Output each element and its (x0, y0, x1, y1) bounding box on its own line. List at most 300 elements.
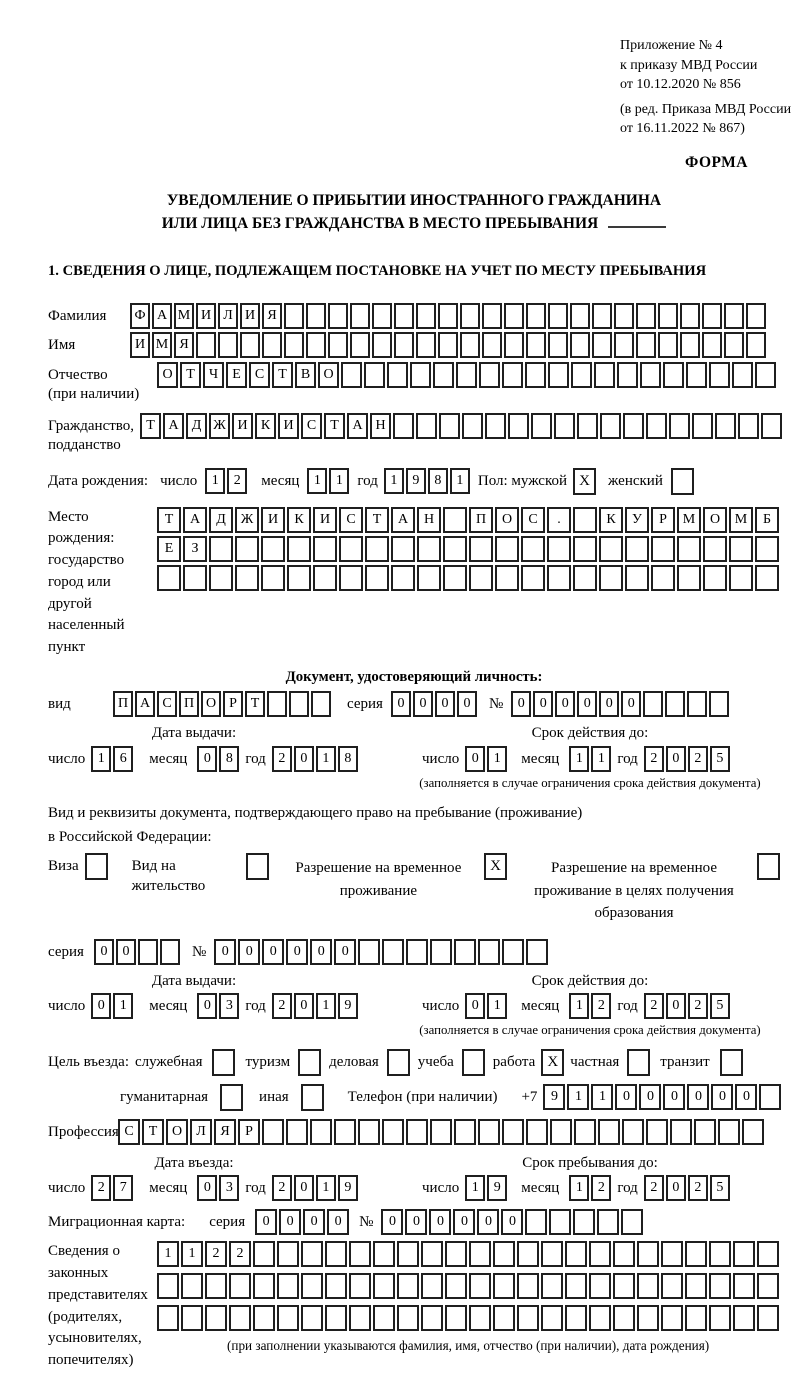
char-cell[interactable]: 9 (406, 468, 426, 494)
char-cell[interactable]: 0 (262, 939, 284, 965)
purpose-other-checkbox[interactable] (301, 1084, 324, 1111)
char-cell[interactable] (349, 1273, 371, 1299)
char-cell[interactable] (421, 1273, 443, 1299)
char-cell[interactable]: 1 (569, 1175, 589, 1201)
char-cell[interactable] (547, 536, 571, 562)
char-cell[interactable] (709, 1273, 731, 1299)
char-cell[interactable]: 0 (303, 1209, 325, 1235)
char-cell[interactable] (565, 1305, 587, 1331)
char-cell[interactable] (289, 691, 309, 717)
char-cell[interactable] (267, 691, 287, 717)
char-cell[interactable] (261, 565, 285, 591)
char-cell[interactable] (548, 303, 568, 329)
char-cell[interactable] (301, 1273, 323, 1299)
char-cell[interactable] (622, 1119, 644, 1145)
char-cell[interactable] (526, 1119, 548, 1145)
char-cell[interactable] (253, 1241, 275, 1267)
char-cell[interactable]: 1 (307, 468, 327, 494)
char-cell[interactable]: 1 (591, 746, 611, 772)
char-cell[interactable] (636, 332, 656, 358)
char-cell[interactable] (397, 1241, 419, 1267)
char-cell[interactable] (709, 691, 729, 717)
purpose-business-checkbox[interactable] (387, 1049, 410, 1076)
char-cell[interactable] (732, 362, 753, 388)
char-cell[interactable]: 8 (338, 746, 358, 772)
char-cell[interactable] (454, 1119, 476, 1145)
char-cell[interactable] (478, 1119, 500, 1145)
char-cell[interactable]: 0 (687, 1084, 709, 1110)
char-cell[interactable]: О (703, 507, 727, 533)
char-cell[interactable] (372, 303, 392, 329)
char-cell[interactable] (205, 1305, 227, 1331)
char-cell[interactable]: А (135, 691, 155, 717)
char-cell[interactable] (759, 1084, 781, 1110)
char-cell[interactable]: И (240, 303, 260, 329)
char-cell[interactable] (724, 303, 744, 329)
char-cell[interactable] (373, 1241, 395, 1267)
char-cell[interactable] (573, 536, 597, 562)
char-cell[interactable] (382, 1119, 404, 1145)
char-cell[interactable] (482, 303, 502, 329)
char-cell[interactable] (709, 1241, 731, 1267)
char-cell[interactable] (597, 1209, 619, 1235)
char-cell[interactable]: Т (272, 362, 293, 388)
char-cell[interactable]: Р (651, 507, 675, 533)
char-cell[interactable]: 1 (569, 993, 589, 1019)
char-cell[interactable]: П (469, 507, 493, 533)
char-cell[interactable] (658, 303, 678, 329)
char-cell[interactable]: 2 (272, 746, 292, 772)
char-cell[interactable]: 0 (435, 691, 455, 717)
char-cell[interactable] (460, 332, 480, 358)
char-cell[interactable] (502, 939, 524, 965)
char-cell[interactable] (724, 332, 744, 358)
char-cell[interactable] (525, 362, 546, 388)
char-cell[interactable]: 1 (113, 993, 133, 1019)
char-cell[interactable]: Т (142, 1119, 164, 1145)
char-cell[interactable] (284, 332, 304, 358)
char-cell[interactable]: Т (365, 507, 389, 533)
char-cell[interactable] (692, 413, 713, 439)
char-cell[interactable]: 5 (710, 993, 730, 1019)
char-cell[interactable] (565, 1273, 587, 1299)
char-cell[interactable] (742, 1119, 764, 1145)
char-cell[interactable]: Я (262, 303, 282, 329)
char-cell[interactable] (709, 362, 730, 388)
char-cell[interactable]: 0 (310, 939, 332, 965)
char-cell[interactable] (565, 1241, 587, 1267)
char-cell[interactable] (661, 1241, 683, 1267)
char-cell[interactable]: К (255, 413, 276, 439)
char-cell[interactable]: 5 (710, 1175, 730, 1201)
char-cell[interactable] (438, 332, 458, 358)
char-cell[interactable] (733, 1241, 755, 1267)
sex-male-checkbox[interactable]: X (573, 468, 596, 495)
char-cell[interactable] (573, 565, 597, 591)
purpose-transit-checkbox[interactable] (720, 1049, 743, 1076)
char-cell[interactable] (680, 332, 700, 358)
char-cell[interactable] (703, 565, 727, 591)
char-cell[interactable] (445, 1273, 467, 1299)
char-cell[interactable] (313, 565, 337, 591)
char-cell[interactable] (469, 565, 493, 591)
char-cell[interactable] (196, 332, 216, 358)
char-cell[interactable] (541, 1241, 563, 1267)
char-cell[interactable]: 2 (272, 993, 292, 1019)
char-cell[interactable] (339, 536, 363, 562)
char-cell[interactable]: 0 (666, 993, 686, 1019)
char-cell[interactable]: А (163, 413, 184, 439)
char-cell[interactable] (416, 413, 437, 439)
char-cell[interactable] (157, 1305, 179, 1331)
char-cell[interactable]: 2 (272, 1175, 292, 1201)
temp-residence-checkbox[interactable]: X (484, 853, 507, 880)
char-cell[interactable] (646, 1119, 668, 1145)
char-cell[interactable]: 1 (567, 1084, 589, 1110)
char-cell[interactable]: И (313, 507, 337, 533)
char-cell[interactable] (443, 565, 467, 591)
char-cell[interactable] (504, 332, 524, 358)
char-cell[interactable] (663, 362, 684, 388)
char-cell[interactable] (443, 536, 467, 562)
char-cell[interactable] (313, 536, 337, 562)
char-cell[interactable] (651, 565, 675, 591)
char-cell[interactable]: 2 (591, 1175, 611, 1201)
char-cell[interactable]: 0 (91, 993, 111, 1019)
char-cell[interactable]: С (118, 1119, 140, 1145)
char-cell[interactable]: 2 (591, 993, 611, 1019)
residence-permit-checkbox[interactable] (246, 853, 269, 880)
char-cell[interactable] (526, 303, 546, 329)
char-cell[interactable] (547, 565, 571, 591)
char-cell[interactable] (341, 362, 362, 388)
char-cell[interactable] (310, 1119, 332, 1145)
char-cell[interactable]: 0 (477, 1209, 499, 1235)
char-cell[interactable] (573, 507, 597, 533)
char-cell[interactable] (229, 1305, 251, 1331)
char-cell[interactable] (493, 1241, 515, 1267)
char-cell[interactable] (485, 413, 506, 439)
char-cell[interactable]: А (391, 507, 415, 533)
char-cell[interactable]: 2 (688, 993, 708, 1019)
char-cell[interactable] (284, 303, 304, 329)
char-cell[interactable]: 0 (255, 1209, 277, 1235)
char-cell[interactable] (517, 1305, 539, 1331)
char-cell[interactable]: 0 (666, 746, 686, 772)
char-cell[interactable] (613, 1305, 635, 1331)
char-cell[interactable] (462, 413, 483, 439)
char-cell[interactable]: Т (245, 691, 265, 717)
char-cell[interactable]: 0 (294, 746, 314, 772)
char-cell[interactable]: 0 (286, 939, 308, 965)
char-cell[interactable] (365, 536, 389, 562)
char-cell[interactable] (391, 565, 415, 591)
char-cell[interactable]: Р (223, 691, 243, 717)
char-cell[interactable] (570, 303, 590, 329)
char-cell[interactable] (541, 1273, 563, 1299)
char-cell[interactable] (493, 1305, 515, 1331)
char-cell[interactable]: 1 (487, 746, 507, 772)
char-cell[interactable]: Н (370, 413, 391, 439)
char-cell[interactable]: О (201, 691, 221, 717)
char-cell[interactable]: Я (214, 1119, 236, 1145)
char-cell[interactable] (636, 303, 656, 329)
char-cell[interactable] (454, 939, 476, 965)
char-cell[interactable]: 0 (465, 746, 485, 772)
char-cell[interactable] (669, 413, 690, 439)
char-cell[interactable] (218, 332, 238, 358)
char-cell[interactable] (746, 332, 766, 358)
char-cell[interactable] (643, 691, 663, 717)
char-cell[interactable]: И (278, 413, 299, 439)
char-cell[interactable] (373, 1273, 395, 1299)
char-cell[interactable] (421, 1305, 443, 1331)
char-cell[interactable]: 1 (487, 993, 507, 1019)
char-cell[interactable]: 0 (599, 691, 619, 717)
char-cell[interactable]: 8 (428, 468, 448, 494)
char-cell[interactable] (325, 1305, 347, 1331)
char-cell[interactable]: О (157, 362, 178, 388)
char-cell[interactable] (594, 362, 615, 388)
char-cell[interactable] (646, 413, 667, 439)
char-cell[interactable] (364, 362, 385, 388)
char-cell[interactable]: 9 (338, 1175, 358, 1201)
char-cell[interactable]: Н (417, 507, 441, 533)
char-cell[interactable]: М (729, 507, 753, 533)
char-cell[interactable]: 0 (294, 1175, 314, 1201)
char-cell[interactable]: 0 (294, 993, 314, 1019)
char-cell[interactable]: 0 (735, 1084, 757, 1110)
char-cell[interactable] (517, 1241, 539, 1267)
char-cell[interactable]: 1 (205, 468, 225, 494)
char-cell[interactable] (729, 536, 753, 562)
char-cell[interactable]: Ф (130, 303, 150, 329)
char-cell[interactable] (421, 1241, 443, 1267)
char-cell[interactable] (600, 413, 621, 439)
char-cell[interactable] (548, 332, 568, 358)
char-cell[interactable]: С (249, 362, 270, 388)
char-cell[interactable]: Е (157, 536, 181, 562)
char-cell[interactable] (235, 565, 259, 591)
char-cell[interactable] (550, 1119, 572, 1145)
char-cell[interactable]: 9 (338, 993, 358, 1019)
char-cell[interactable] (757, 1273, 779, 1299)
char-cell[interactable] (397, 1273, 419, 1299)
char-cell[interactable]: Я (174, 332, 194, 358)
char-cell[interactable] (394, 332, 414, 358)
char-cell[interactable] (589, 1273, 611, 1299)
char-cell[interactable] (599, 565, 623, 591)
char-cell[interactable]: 0 (663, 1084, 685, 1110)
char-cell[interactable] (718, 1119, 740, 1145)
char-cell[interactable] (277, 1305, 299, 1331)
char-cell[interactable]: С (521, 507, 545, 533)
char-cell[interactable]: 0 (465, 993, 485, 1019)
char-cell[interactable]: 2 (644, 993, 664, 1019)
char-cell[interactable] (755, 565, 779, 591)
char-cell[interactable] (394, 303, 414, 329)
char-cell[interactable] (277, 1273, 299, 1299)
char-cell[interactable] (349, 1241, 371, 1267)
char-cell[interactable] (531, 413, 552, 439)
char-cell[interactable]: К (287, 507, 311, 533)
char-cell[interactable] (365, 565, 389, 591)
char-cell[interactable]: 0 (405, 1209, 427, 1235)
char-cell[interactable]: Ж (209, 413, 230, 439)
char-cell[interactable]: 0 (238, 939, 260, 965)
purpose-official-checkbox[interactable] (212, 1049, 235, 1076)
char-cell[interactable] (687, 691, 707, 717)
char-cell[interactable] (598, 1119, 620, 1145)
char-cell[interactable]: И (196, 303, 216, 329)
char-cell[interactable] (445, 1305, 467, 1331)
char-cell[interactable] (637, 1305, 659, 1331)
char-cell[interactable] (508, 413, 529, 439)
char-cell[interactable]: Т (180, 362, 201, 388)
char-cell[interactable] (614, 303, 634, 329)
char-cell[interactable] (469, 1305, 491, 1331)
char-cell[interactable] (393, 413, 414, 439)
char-cell[interactable]: 0 (577, 691, 597, 717)
char-cell[interactable] (651, 536, 675, 562)
char-cell[interactable] (416, 332, 436, 358)
char-cell[interactable]: 0 (511, 691, 531, 717)
char-cell[interactable]: Л (190, 1119, 212, 1145)
char-cell[interactable]: 0 (555, 691, 575, 717)
char-cell[interactable] (589, 1241, 611, 1267)
char-cell[interactable] (526, 332, 546, 358)
char-cell[interactable] (613, 1241, 635, 1267)
visa-checkbox[interactable] (85, 853, 108, 880)
char-cell[interactable] (469, 1273, 491, 1299)
char-cell[interactable]: М (677, 507, 701, 533)
char-cell[interactable] (325, 1273, 347, 1299)
char-cell[interactable] (677, 565, 701, 591)
char-cell[interactable]: 0 (214, 939, 236, 965)
char-cell[interactable]: 2 (688, 1175, 708, 1201)
char-cell[interactable] (574, 1119, 596, 1145)
char-cell[interactable] (334, 1119, 356, 1145)
char-cell[interactable]: Т (157, 507, 181, 533)
char-cell[interactable]: 2 (229, 1241, 251, 1267)
char-cell[interactable] (685, 1305, 707, 1331)
char-cell[interactable]: . (547, 507, 571, 533)
char-cell[interactable] (209, 536, 233, 562)
char-cell[interactable]: 1 (329, 468, 349, 494)
char-cell[interactable] (661, 1273, 683, 1299)
char-cell[interactable]: 2 (688, 746, 708, 772)
char-cell[interactable] (406, 939, 428, 965)
char-cell[interactable] (438, 303, 458, 329)
char-cell[interactable] (685, 1241, 707, 1267)
char-cell[interactable] (328, 303, 348, 329)
char-cell[interactable]: 0 (615, 1084, 637, 1110)
char-cell[interactable]: Ч (203, 362, 224, 388)
purpose-study-checkbox[interactable] (462, 1049, 485, 1076)
char-cell[interactable] (625, 565, 649, 591)
char-cell[interactable] (410, 362, 431, 388)
char-cell[interactable]: С (301, 413, 322, 439)
char-cell[interactable] (240, 332, 260, 358)
char-cell[interactable] (301, 1241, 323, 1267)
char-cell[interactable] (262, 332, 282, 358)
char-cell[interactable]: 1 (569, 746, 589, 772)
char-cell[interactable] (306, 332, 326, 358)
char-cell[interactable]: 2 (644, 746, 664, 772)
char-cell[interactable]: 7 (113, 1175, 133, 1201)
char-cell[interactable] (382, 939, 404, 965)
char-cell[interactable]: 0 (621, 691, 641, 717)
char-cell[interactable] (504, 303, 524, 329)
char-cell[interactable] (517, 1273, 539, 1299)
char-cell[interactable] (592, 332, 612, 358)
char-cell[interactable]: П (179, 691, 199, 717)
char-cell[interactable]: 0 (666, 1175, 686, 1201)
char-cell[interactable] (469, 536, 493, 562)
char-cell[interactable] (702, 303, 722, 329)
char-cell[interactable]: 2 (227, 468, 247, 494)
char-cell[interactable] (160, 939, 180, 965)
char-cell[interactable] (479, 362, 500, 388)
char-cell[interactable]: И (261, 507, 285, 533)
char-cell[interactable] (209, 565, 233, 591)
sex-female-checkbox[interactable] (671, 468, 694, 495)
char-cell[interactable]: 0 (391, 691, 411, 717)
char-cell[interactable] (493, 1273, 515, 1299)
char-cell[interactable] (592, 303, 612, 329)
char-cell[interactable] (757, 1241, 779, 1267)
char-cell[interactable]: 1 (157, 1241, 179, 1267)
char-cell[interactable] (183, 565, 207, 591)
char-cell[interactable] (417, 565, 441, 591)
char-cell[interactable] (287, 565, 311, 591)
char-cell[interactable] (311, 691, 331, 717)
char-cell[interactable] (733, 1273, 755, 1299)
char-cell[interactable] (495, 536, 519, 562)
purpose-humanitarian-checkbox[interactable] (220, 1084, 243, 1111)
char-cell[interactable] (554, 413, 575, 439)
char-cell[interactable]: 0 (453, 1209, 475, 1235)
char-cell[interactable] (430, 1119, 452, 1145)
char-cell[interactable]: 0 (197, 746, 217, 772)
char-cell[interactable] (416, 303, 436, 329)
char-cell[interactable] (577, 413, 598, 439)
char-cell[interactable]: Т (140, 413, 161, 439)
char-cell[interactable] (456, 362, 477, 388)
char-cell[interactable]: 1 (450, 468, 470, 494)
char-cell[interactable]: 0 (501, 1209, 523, 1235)
char-cell[interactable]: У (625, 507, 649, 533)
char-cell[interactable]: С (339, 507, 363, 533)
char-cell[interactable] (253, 1273, 275, 1299)
char-cell[interactable]: Д (186, 413, 207, 439)
char-cell[interactable] (358, 1119, 380, 1145)
char-cell[interactable] (469, 1241, 491, 1267)
char-cell[interactable] (205, 1273, 227, 1299)
char-cell[interactable] (253, 1305, 275, 1331)
char-cell[interactable] (685, 1273, 707, 1299)
char-cell[interactable]: 1 (316, 1175, 336, 1201)
char-cell[interactable]: О (495, 507, 519, 533)
char-cell[interactable] (702, 332, 722, 358)
char-cell[interactable] (709, 1305, 731, 1331)
char-cell[interactable] (350, 332, 370, 358)
char-cell[interactable]: О (318, 362, 339, 388)
char-cell[interactable]: А (347, 413, 368, 439)
char-cell[interactable] (549, 1209, 571, 1235)
char-cell[interactable] (761, 413, 782, 439)
char-cell[interactable] (733, 1305, 755, 1331)
